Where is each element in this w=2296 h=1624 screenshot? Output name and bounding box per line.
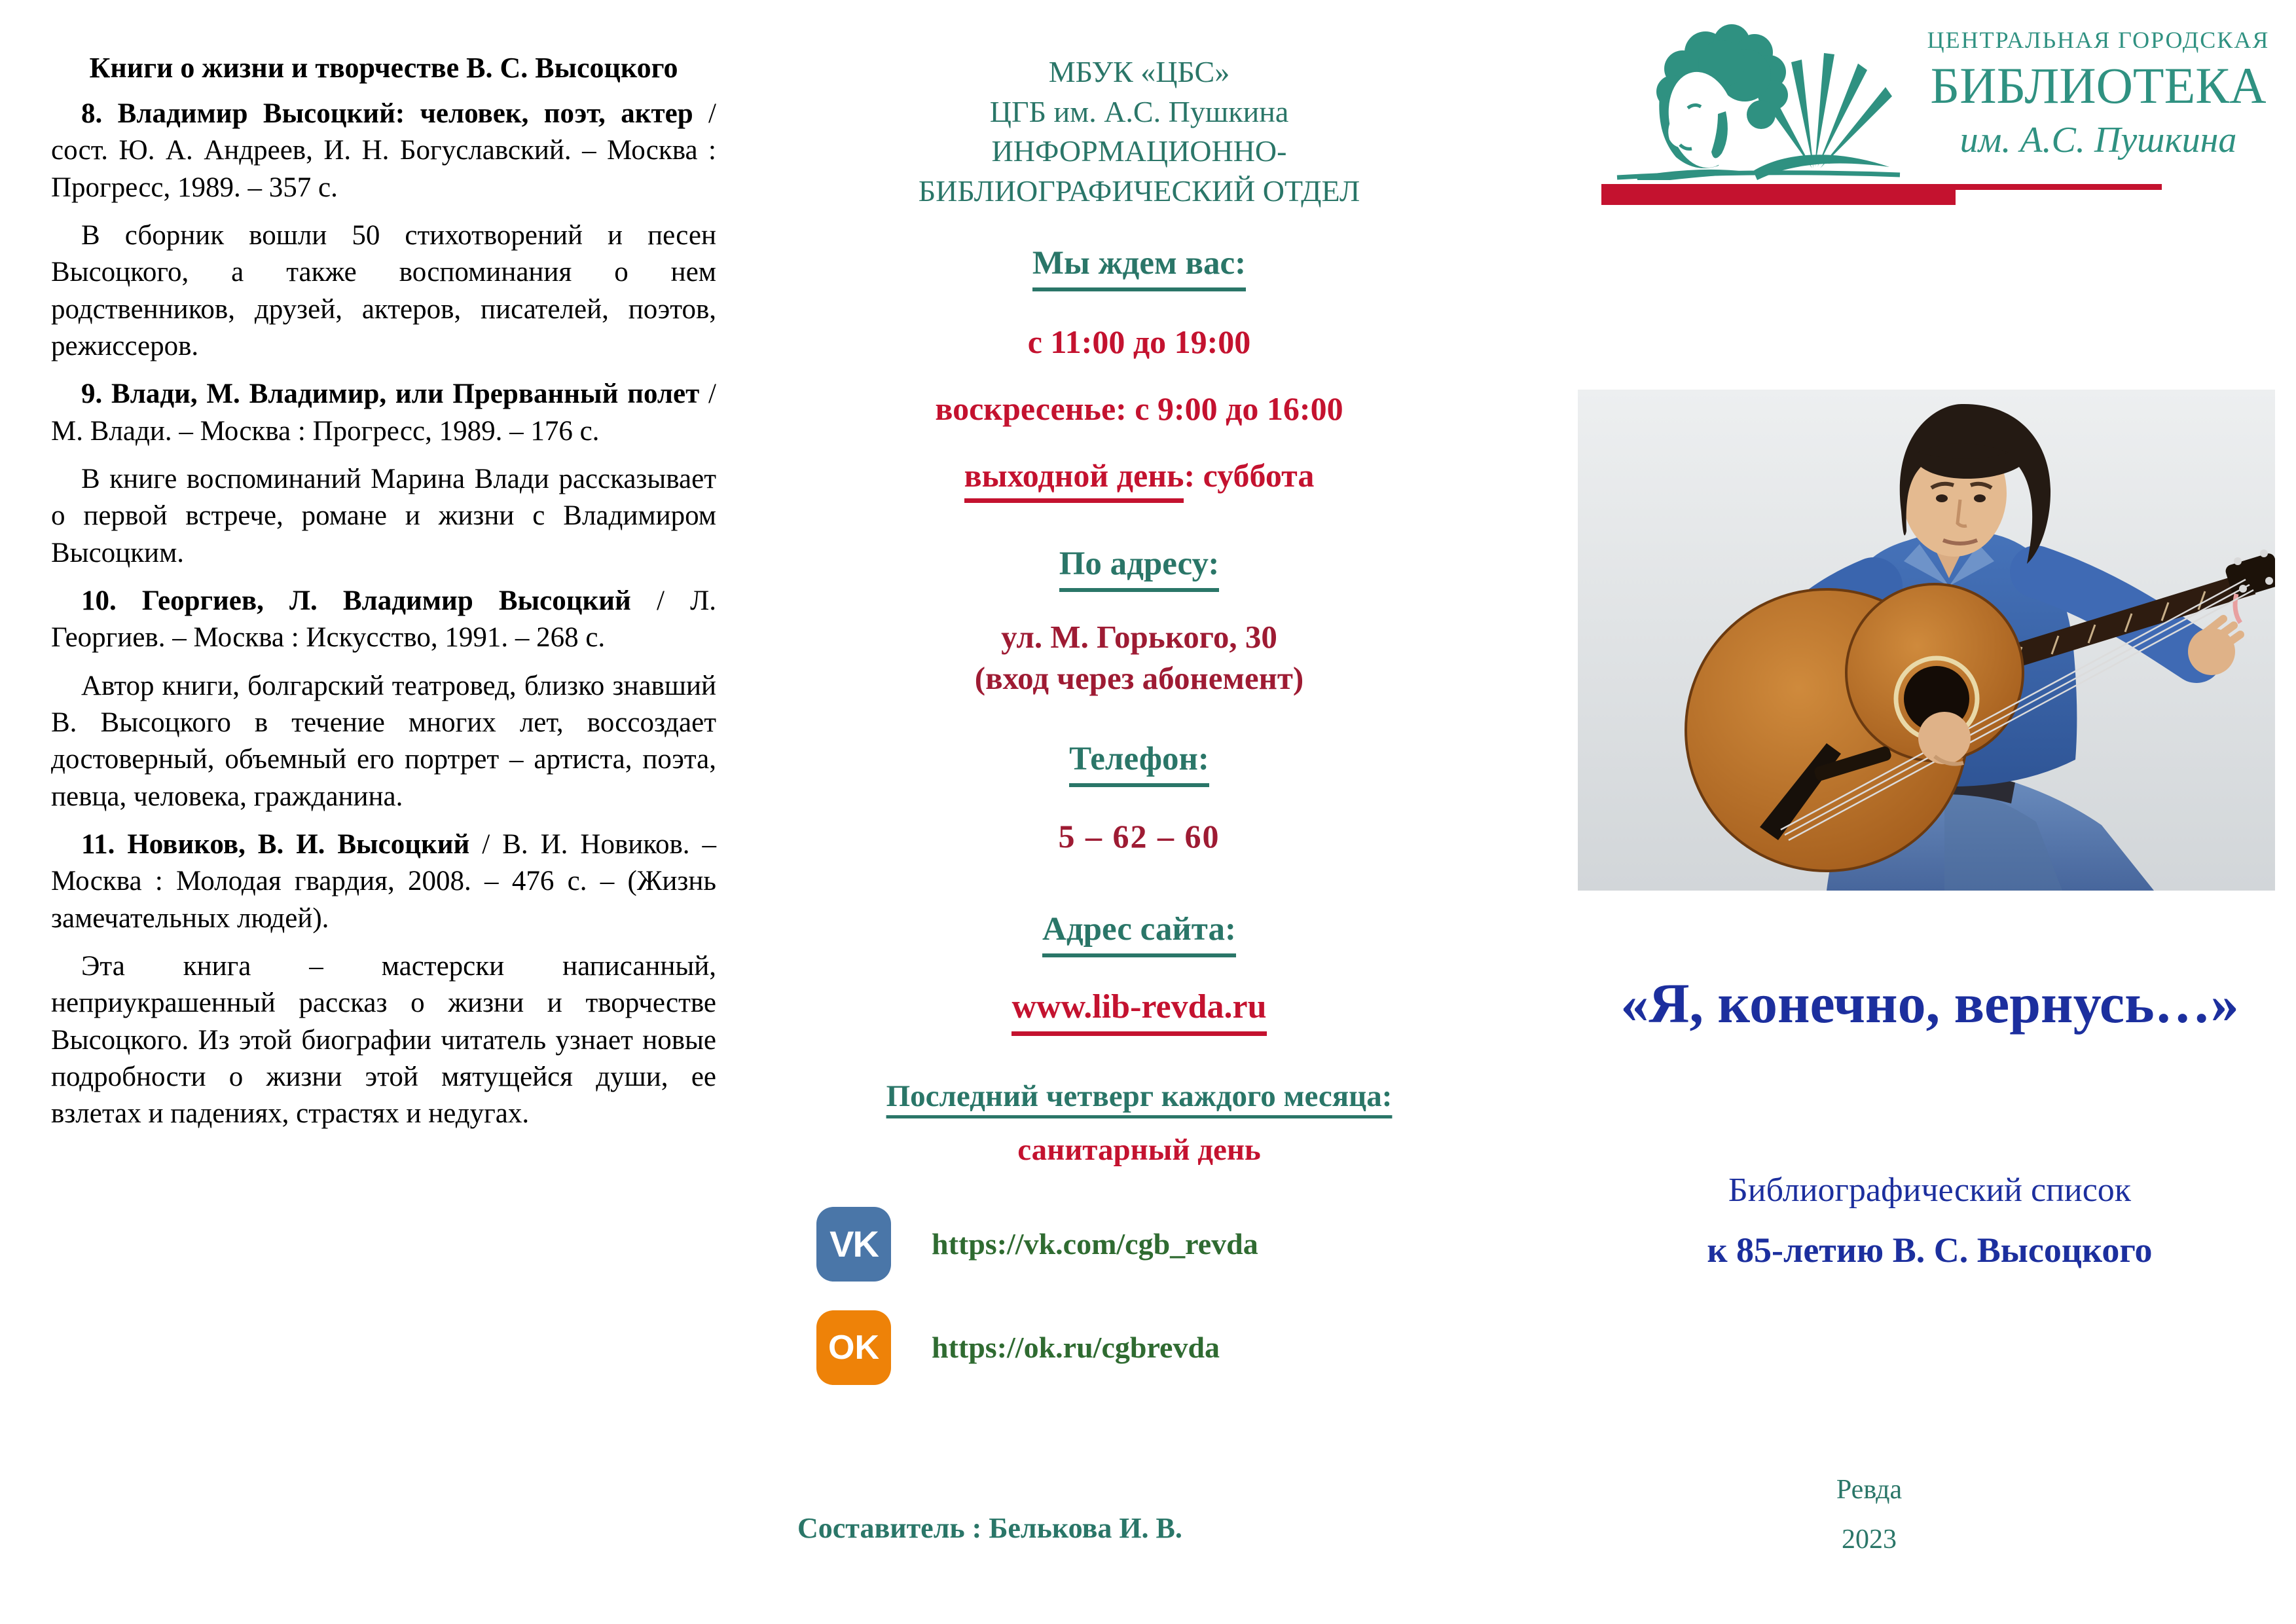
entry-citation-bold: 11. Новиков, В. И. Высоцкий (81, 828, 470, 860)
imprint-year: 2023 (1842, 1524, 1897, 1555)
address-heading: По адресу: (802, 545, 1476, 592)
section-title: Книги о жизни и творчестве В. С. Высоцкого (89, 52, 678, 84)
imprint (1568, 1466, 2170, 1564)
vk-row (816, 1207, 1476, 1282)
ok-icon-letters: OK (828, 1328, 879, 1367)
entry-annotation: Автор книги, болгарский театровед, близко знавший В. Высоцкого в течение многих лет, воссоздает достоверный, объемный его портрет – артиста, поэта, певца, человека, гражданина. (51, 670, 716, 812)
day-off-line (802, 456, 1476, 503)
entry-annotation: В книге воспоминаний Марина Влади рассказывает о первой встрече, романе и жизни с Владимиром Высоцким. (51, 463, 716, 568)
hours-weekdays: с 11:00 до 19:00 (1027, 323, 1251, 360)
phone-number: 5 – 62 – 60 (1058, 817, 1220, 855)
org-name-line: МБУК «ЦБС» (1048, 55, 1230, 88)
day-off-value: : суббота (1184, 456, 1315, 494)
contact-column (802, 52, 1476, 1385)
bibliography-entry (51, 96, 716, 206)
day-off-label: выходной день (964, 456, 1184, 503)
subtitle-list: Библиографический список (1728, 1172, 2132, 1209)
org-name-line: БИБЛИОГРАФИЧЕСКИЙ ОТДЕЛ (918, 174, 1360, 208)
vk-icon[interactable] (816, 1207, 891, 1282)
bibliography-entry (51, 583, 716, 657)
ok-icon[interactable] (816, 1310, 891, 1385)
address-street: ул. М. Горького, 30 (1001, 618, 1277, 655)
vysotsky-photo (1578, 390, 2275, 891)
ok-link[interactable]: https://ok.ru/cgbrevda (932, 1331, 1220, 1365)
logo-line1: ЦЕНТРАЛЬНАЯ ГОРОДСКАЯ (1927, 27, 2270, 53)
entry-citation-rest: / Л. Георгиев. – Москва : Искусство, 1991. – 268 с. (51, 585, 716, 654)
compiler-credit: Составитель : Белькова И. В. (797, 1512, 1182, 1544)
sanitary-day-value: санитарный день (1017, 1132, 1261, 1167)
entry-citation-rest: / В. И. Новиков. – Москва : Молодая гвардия, 2008. – 476 с. – (Жизнь замечательных людей). (51, 828, 716, 934)
sanitary-day-heading: Последний четверг каждого месяца: (886, 1079, 1393, 1113)
bibliography-entry (51, 826, 716, 937)
subtitle-anniversary: к 85-летию В. С. Высоцкого (1707, 1230, 2153, 1270)
quote-title: «Я, конечно, вернусь…» (1620, 972, 2239, 1035)
cover-column (1568, 0, 2291, 1624)
entry-annotation: В сборник вошли 50 стихотворений и песен Высоцкого, а также воспоминания о нем родственников, друзей, актеров, писателей, поэтов, режиссеров. (51, 219, 716, 361)
library-logo-icon (1597, 16, 1905, 180)
logo-line3: им. А.С. Пушкина (1959, 120, 2237, 160)
hours-sunday: воскресенье: с 9:00 до 16:00 (935, 390, 1343, 427)
bibliography-entry (51, 376, 716, 450)
site-heading: Адрес сайта: (802, 910, 1476, 957)
entry-annotation: Эта книга – мастерски написанный, неприукрашенный рассказ о жизни и творчестве Высоцкого. Из этой биографии читатель узнает новые подробности о жизни этой мятущейся души, ее взлетах и падениях, страстях и недугах. (51, 950, 716, 1130)
entry-citation-bold: 10. Георгиев, Л. Владимир Высоцкий (81, 585, 631, 616)
logo-line2: БИБЛИОТЕКА (1930, 57, 2267, 114)
entry-citation-bold: 9. Влади, М. Владимир, или Прерванный полет (81, 378, 700, 410)
site-url[interactable]: www.lib-revda.ru (802, 987, 1476, 1036)
entry-citation-rest: / М. Влади. – Москва : Прогресс, 1989. – 176 с. (51, 378, 716, 447)
hours-heading: Мы ждем вас: (802, 244, 1476, 291)
bibliography-column (51, 51, 716, 1133)
org-name-line: ЦГБ им. А.С. Пушкина (989, 94, 1289, 128)
vk-link[interactable]: https://vk.com/cgb_revda (932, 1227, 1258, 1261)
vk-icon-letters: VK (829, 1223, 878, 1265)
phone-heading: Телефон: (802, 740, 1476, 787)
entry-citation-rest: / сост. Ю. А. Андреев, И. Н. Богуславский. – Москва : Прогресс, 1989. – 357 с. (51, 98, 717, 203)
address-note: (вход через абонемент) (974, 659, 1304, 696)
imprint-city: Ревда (1836, 1475, 1903, 1505)
ok-row (816, 1310, 1476, 1385)
library-logo-text (1905, 26, 2291, 161)
org-name-line: ИНФОРМАЦИОННО- (991, 134, 1287, 168)
logo-accent-bar-thick (1601, 184, 1956, 205)
entry-citation-bold: 8. Владимир Высоцкий: человек, поэт, актер (81, 98, 693, 129)
